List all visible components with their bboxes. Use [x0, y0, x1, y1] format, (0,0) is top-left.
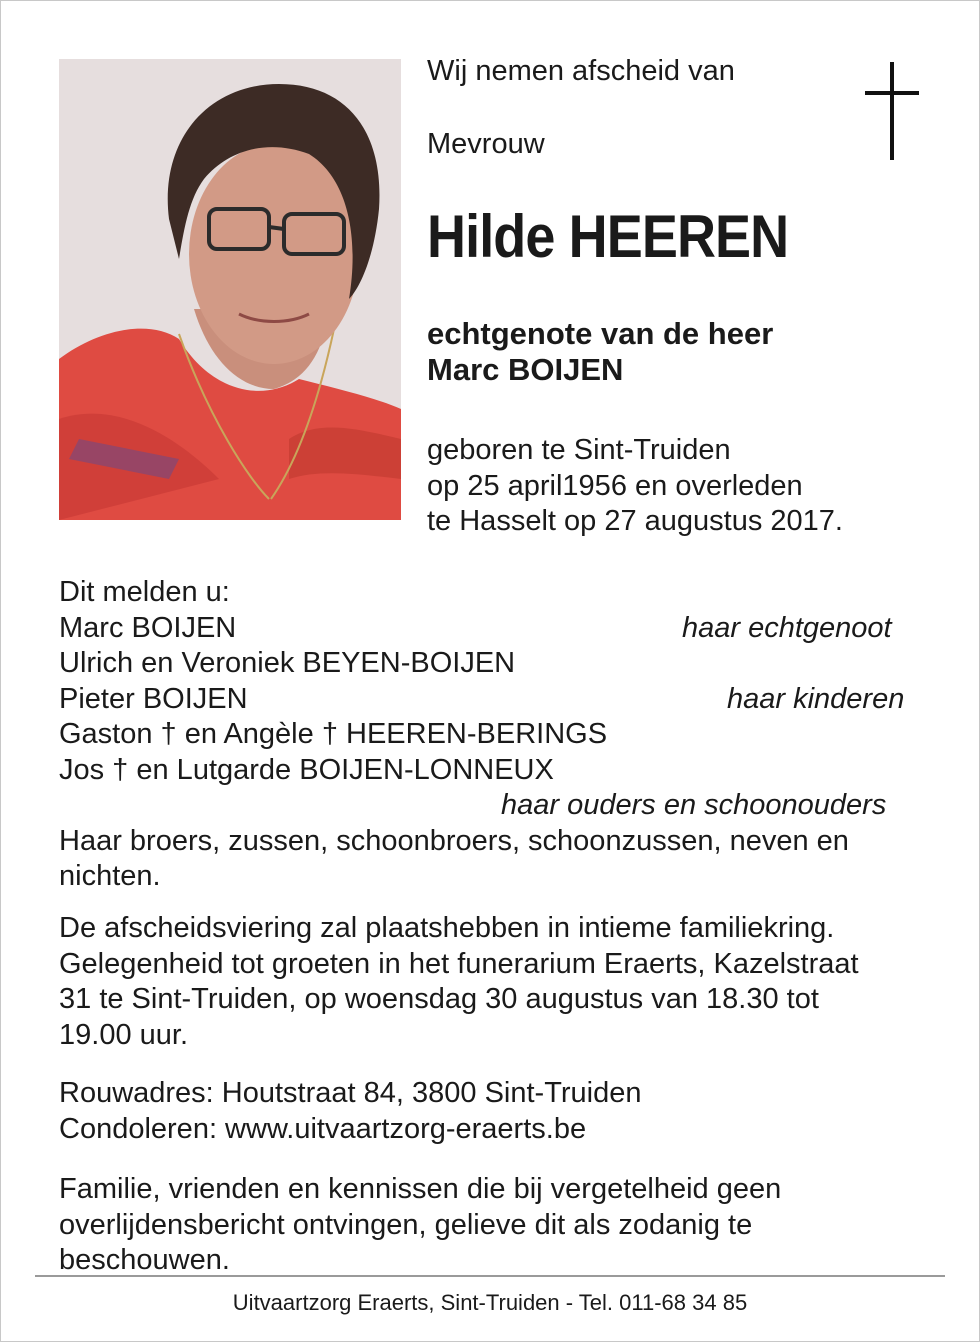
born-line: geboren te Sint-Truiden: [427, 434, 731, 466]
family-line: [59, 611, 939, 647]
cross-icon: [862, 62, 922, 160]
family-line: Gaston † en Angèle † HEEREN-BERINGS: [59, 718, 608, 750]
family-section: [59, 575, 939, 895]
footer-divider: [35, 1275, 945, 1277]
family-line: Ulrich en Veroniek BEYEN-BOIJEN: [59, 647, 516, 679]
family-role: haar echtgenoot: [682, 611, 892, 644]
spouse-info: [427, 316, 773, 388]
portrait-photo: [59, 59, 401, 520]
birth-death-info: [427, 433, 843, 540]
family-line: [59, 682, 939, 718]
ceremony-line: De afscheidsviering zal plaatshebben in intieme familiekring.: [59, 912, 835, 944]
notice-section: [59, 1172, 939, 1279]
ceremony-line: 31 te Sint-Truiden, op woensdag 30 augustus van 18.30 tot: [59, 983, 819, 1015]
ceremony-line: 19.00 uur.: [59, 1018, 188, 1051]
spouse-line: echtgenote van de heer: [427, 316, 774, 351]
family-role: haar ouders en schoonouders: [501, 789, 887, 821]
family-member: Marc BOIJEN: [59, 611, 237, 644]
family-member: Pieter BOIJEN: [59, 682, 248, 715]
notice-line: beschouwen.: [59, 1244, 230, 1276]
born-line: op 25 april1956 en overleden: [427, 469, 803, 502]
deceased-name: Hilde HEEREN: [427, 203, 789, 270]
honorific: Mevrouw: [427, 128, 545, 160]
intro-text: Wij nemen afscheid van: [427, 55, 735, 87]
contact-section: [59, 1076, 939, 1147]
spouse-name: Marc BOIJEN: [427, 352, 624, 387]
footer-text: Uitvaartzorg Eraerts, Sint-Truiden - Tel. 011-68 34 85: [232, 1290, 748, 1315]
family-line: nichten.: [59, 860, 161, 892]
ceremony-section: [59, 911, 939, 1053]
family-line: Jos † en Lutgarde BOIJEN-LONNEUX: [59, 753, 554, 786]
born-line: te Hasselt op 27 augustus 2017.: [427, 505, 843, 537]
notice-line: overlijdensbericht ontvingen, gelieve dit als zodanig te: [59, 1208, 753, 1241]
notice-line: Familie, vrienden en kennissen die bij vergetelheid geen: [59, 1173, 782, 1205]
ceremony-line: Gelegenheid tot groeten in het funerarium Eraerts, Kazelstraat: [59, 947, 859, 980]
family-intro: Dit melden u:: [59, 576, 230, 608]
family-line: [59, 788, 939, 824]
family-role: haar kinderen: [727, 682, 905, 715]
condolence-link: Condoleren: www.uitvaartzorg-eraerts.be: [59, 1112, 587, 1145]
family-line: Haar broers, zussen, schoonbroers, schoonzussen, neven en: [59, 824, 849, 857]
mourning-address: Rouwadres: Houtstraat 84, 3800 Sint-Truiden: [59, 1077, 642, 1109]
